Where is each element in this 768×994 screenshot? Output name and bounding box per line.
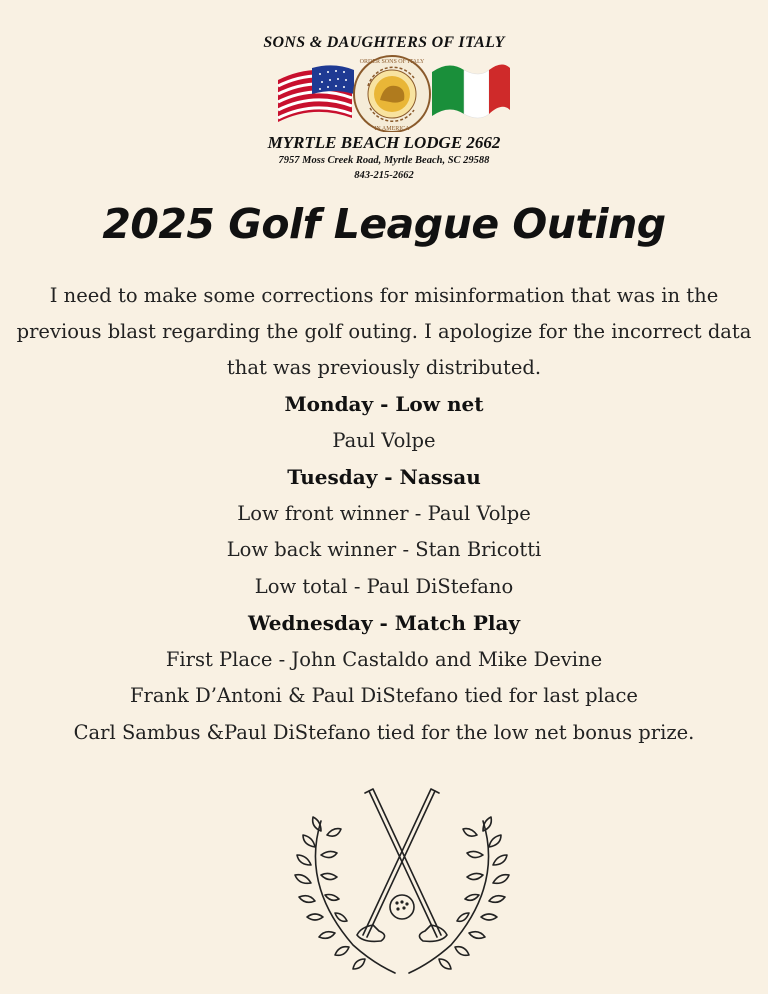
page-title: 2025 Golf League Outing xyxy=(102,200,666,248)
lodge-address: 7957 Moss Creek Road, Myrtle Beach, SC 29588 xyxy=(278,155,490,166)
lodge-logo-icon xyxy=(274,52,514,132)
wednesday-last-place: Frank D’Antoni & Paul DiStefano tied for last place xyxy=(130,684,638,707)
org-name: SONS & DAUGHTERS OF ITALY xyxy=(263,34,505,51)
order-sons-of-italy-seal-icon xyxy=(354,56,430,132)
svg-text:ORDER SONS OF ITALY: ORDER SONS OF ITALY xyxy=(359,59,425,65)
tuesday-low-back: Low back winner - Stan Bricotti xyxy=(226,538,542,561)
lodge-name: MYRTLE BEACH LODGE 2662 xyxy=(267,133,501,152)
us-flag-icon xyxy=(278,65,354,122)
tuesday-heading: Tuesday - Nassau xyxy=(287,465,481,489)
announcement-body xyxy=(0,278,768,751)
svg-text:IN AMERICA: IN AMERICA xyxy=(374,126,410,132)
wednesday-first-place: First Place - John Castaldo and Mike Devine xyxy=(165,647,603,671)
wednesday-bonus-prize: Carl Sambus &Paul DiStefano tied for the low net bonus prize. xyxy=(73,720,695,744)
intro-paragraph: I need to make some corrections for misinformation that was in the previous blast regarding the golf outing. I apologize for the incorrect data that was previously distributed. xyxy=(16,284,752,379)
lodge-phone: 843-215-2662 xyxy=(354,170,414,181)
monday-heading: Monday - Low net xyxy=(284,392,484,416)
golf-clubs-laurel-icon xyxy=(293,785,511,980)
monday-winner: Paul Volpe xyxy=(332,428,436,452)
wednesday-heading: Wednesday - Match Play xyxy=(247,611,521,635)
italian-flag-icon xyxy=(432,64,510,118)
tuesday-low-total: Low total - Paul DiStefano xyxy=(254,574,514,598)
tuesday-low-front: Low front winner - Paul Volpe xyxy=(237,501,531,525)
